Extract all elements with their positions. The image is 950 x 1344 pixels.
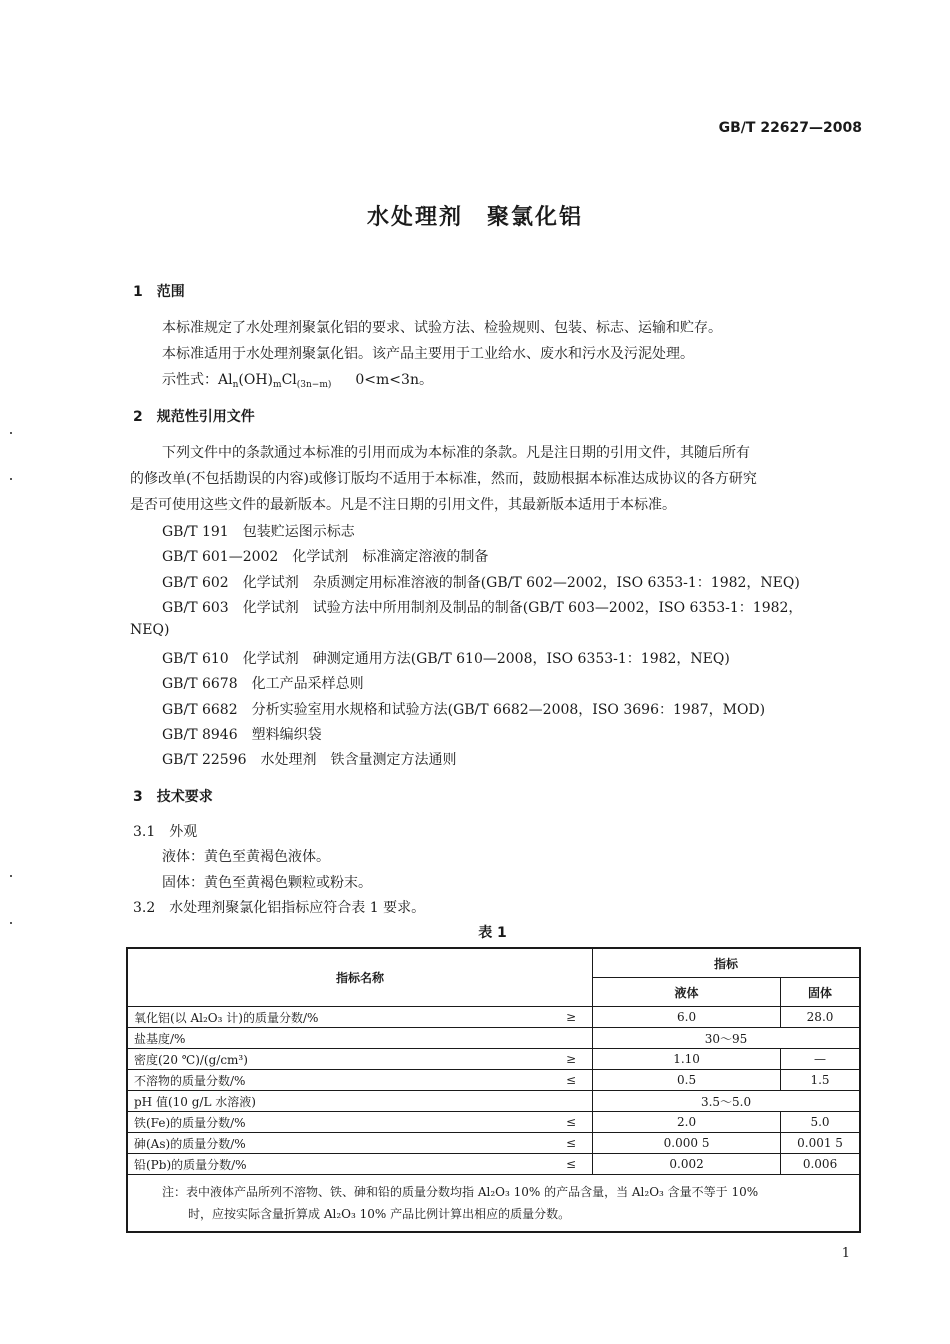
table-caption: 表 1 bbox=[478, 925, 507, 941]
row-operator: ≤ bbox=[550, 1133, 593, 1154]
formula-line bbox=[162, 368, 433, 397]
reference-item: GB/T 603 化学试剂 试验方法中所用制剂及制品的制备(GB/T 603—2002，ISO 6353-1：1982， bbox=[162, 600, 803, 616]
formula-al: Al bbox=[218, 372, 233, 388]
row-operator bbox=[550, 1028, 593, 1049]
row-liquid-value: 0.002 bbox=[593, 1154, 781, 1175]
references-intro-line-2: 的修改单(不包括勘误的内容)或修订版均不适用于本标准，然而，鼓励根据本标准达成协议的各方研究 bbox=[130, 471, 757, 487]
references-intro-line-3: 是否可使用这些文件的最新版本。凡是不注日期的引用文件，其最新版本适用于本标准。 bbox=[130, 497, 676, 513]
standard-code: GB/T 22627—2008 bbox=[718, 120, 862, 136]
section-3-heading: 3 技术要求 bbox=[133, 789, 213, 805]
table-row bbox=[127, 1133, 860, 1154]
table-row bbox=[127, 1049, 860, 1070]
formula-oh: (OH) bbox=[238, 372, 274, 388]
formula-cl: Cl bbox=[281, 372, 297, 388]
reference-item: GB/T 610 化学试剂 砷测定通用方法(GB/T 610—2008，ISO 6353-1：1982，NEQ) bbox=[162, 651, 730, 667]
header-solid: 固体 bbox=[781, 978, 860, 1007]
table-header-row bbox=[127, 948, 860, 978]
table-row bbox=[127, 1028, 860, 1049]
reference-item: GB/T 602 化学试剂 杂质测定用标准溶液的制备(GB/T 602—2002，ISO 6353-1：1982，NEQ) bbox=[162, 575, 800, 591]
specification-table bbox=[126, 947, 861, 1233]
row-solid-value: 5.0 bbox=[781, 1112, 860, 1133]
scope-paragraph-1: 本标准规定了水处理剂聚氯化铝的要求、试验方法、检验规则、包装、标志、运输和贮存。 bbox=[162, 320, 722, 336]
formula-label: 示性式： bbox=[162, 372, 218, 388]
header-indicator: 指标 bbox=[593, 948, 860, 978]
header-liquid: 液体 bbox=[593, 978, 781, 1007]
row-operator: ≤ bbox=[550, 1112, 593, 1133]
formula-range: 0<m<3n。 bbox=[355, 372, 433, 388]
row-liquid-value: 2.0 bbox=[593, 1112, 781, 1133]
document-title: 水处理剂 聚氯化铝 bbox=[366, 205, 583, 230]
table-row bbox=[127, 1007, 860, 1028]
scan-speck bbox=[10, 922, 12, 924]
row-operator: ≤ bbox=[550, 1070, 593, 1091]
row-name: 砷(As)的质量分数/% bbox=[127, 1133, 550, 1154]
table-row bbox=[127, 1070, 860, 1091]
scan-speck bbox=[10, 432, 12, 434]
table-row bbox=[127, 1112, 860, 1133]
formula-sub-n: n bbox=[232, 380, 239, 390]
table-note-line-1: 注：表中液体产品所列不溶物、铁、砷和铅的质量分数均指 Al₂O₃ 10% 的产品含量，当 Al₂O₃ 含量不等于 10% bbox=[162, 1185, 759, 1199]
table-note-line-2: 时，应按实际含量折算成 Al₂O₃ 10% 产品比例计算出相应的质量分数。 bbox=[188, 1207, 571, 1221]
table-row bbox=[127, 1091, 860, 1112]
scan-speck bbox=[10, 478, 12, 480]
row-name: 密度(20 ℃)/(g/cm³) bbox=[127, 1049, 550, 1070]
row-liquid-value: 6.0 bbox=[593, 1007, 781, 1028]
reference-item: GB/T 191 包装贮运图示标志 bbox=[162, 524, 355, 540]
reference-item: GB/T 601—2002 化学试剂 标准滴定溶液的制备 bbox=[162, 549, 489, 565]
row-operator bbox=[550, 1091, 593, 1112]
row-solid-value: 1.5 bbox=[781, 1070, 860, 1091]
row-solid-value: 0.001 5 bbox=[781, 1133, 860, 1154]
section-3-1-heading: 3.1 外观 bbox=[133, 824, 198, 840]
reference-item-continued: NEQ) bbox=[130, 622, 170, 638]
row-operator: ≥ bbox=[550, 1007, 593, 1028]
formula-sub-m: m bbox=[273, 380, 282, 390]
table-note-row bbox=[127, 1175, 860, 1233]
header-indicator-name: 指标名称 bbox=[127, 948, 593, 1007]
table-row bbox=[127, 1154, 860, 1175]
section-2-heading: 2 规范性引用文件 bbox=[133, 409, 255, 425]
scope-paragraph-2: 本标准适用于水处理剂聚氯化铝。该产品主要用于工业给水、废水和污水及污泥处理。 bbox=[162, 346, 694, 362]
row-name: 氧化铝(以 Al₂O₃ 计)的质量分数/% bbox=[127, 1007, 550, 1028]
row-merged-value: 30～95 bbox=[593, 1028, 860, 1049]
row-operator: ≥ bbox=[550, 1049, 593, 1070]
row-solid-value: 0.006 bbox=[781, 1154, 860, 1175]
row-merged-value: 3.5～5.0 bbox=[593, 1091, 860, 1112]
reference-item: GB/T 6682 分析实验室用水规格和试验方法(GB/T 6682—2008，ISO 3696：1987，MOD) bbox=[162, 702, 766, 718]
reference-item: GB/T 22596 水处理剂 铁含量测定方法通则 bbox=[162, 752, 457, 768]
row-name: 铅(Pb)的质量分数/% bbox=[127, 1154, 550, 1175]
row-liquid-value: 1.10 bbox=[593, 1049, 781, 1070]
references-intro-line-1: 下列文件中的条款通过本标准的引用而成为本标准的条款。凡是注日期的引用文件，其随后所有 bbox=[162, 445, 750, 461]
row-liquid-value: 0.5 bbox=[593, 1070, 781, 1091]
table-note bbox=[127, 1175, 860, 1233]
row-liquid-value: 0.000 5 bbox=[593, 1133, 781, 1154]
reference-item: GB/T 8946 塑料编织袋 bbox=[162, 727, 322, 743]
row-name: 不溶物的质量分数/% bbox=[127, 1070, 550, 1091]
row-name: 铁(Fe)的质量分数/% bbox=[127, 1112, 550, 1133]
appearance-solid: 固体：黄色至黄褐色颗粒或粉末。 bbox=[162, 875, 372, 891]
row-name: pH 值(10 g/L 水溶液) bbox=[127, 1091, 550, 1112]
row-solid-value: — bbox=[781, 1049, 860, 1070]
row-solid-value: 28.0 bbox=[781, 1007, 860, 1028]
appearance-liquid: 液体：黄色至黄褐色液体。 bbox=[162, 849, 330, 865]
formula-sub-3nm: (3n−m) bbox=[296, 380, 332, 390]
row-name: 盐基度/% bbox=[127, 1028, 550, 1049]
reference-item: GB/T 6678 化工产品采样总则 bbox=[162, 676, 364, 692]
section-3-2-text: 3.2 水处理剂聚氯化铝指标应符合表 1 要求。 bbox=[133, 900, 426, 916]
section-1-heading: 1 范围 bbox=[133, 284, 185, 300]
row-operator: ≤ bbox=[550, 1154, 593, 1175]
scan-speck bbox=[10, 875, 12, 877]
page-number: 1 bbox=[841, 1246, 850, 1261]
